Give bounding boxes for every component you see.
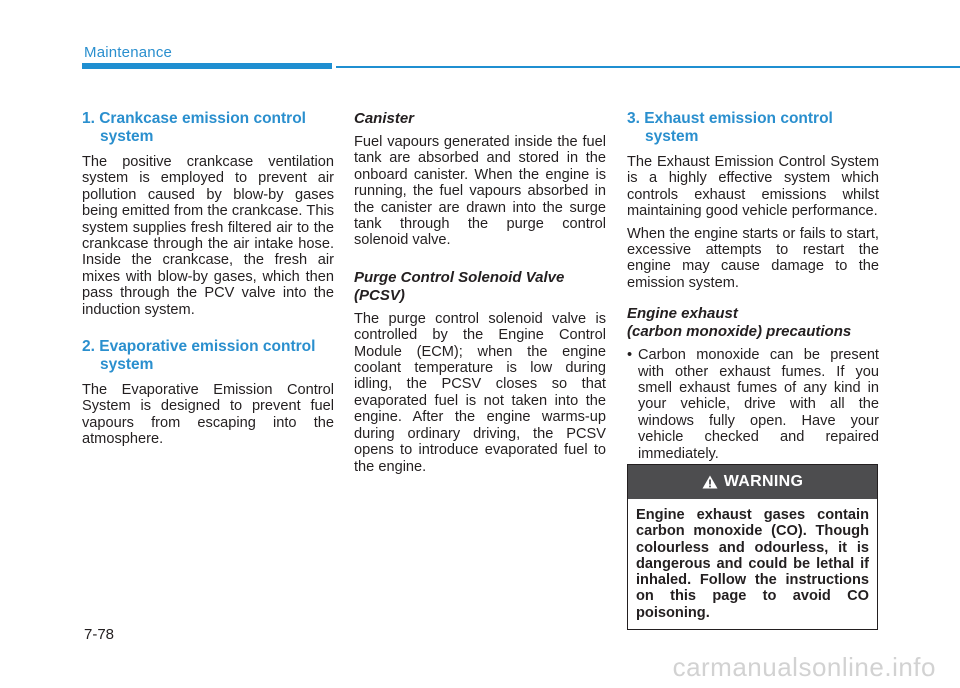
warning-box <box>627 464 878 630</box>
header-rule-thick <box>82 63 332 69</box>
column-3 <box>627 110 879 462</box>
pcsv-paragraph: The purge control solenoid valve is controlled by the Engine Control Module (ECM); when the engine coolant temperature is low during idling, the PCSV closes so that evaporated fuel is not taken into the engine. After the engine warms-up during ordinary driving, the PCSV opens to introduce evaporated fuel to the engine. <box>354 310 606 475</box>
canister-paragraph: Fuel vapours generated inside the fuel tank are absorbed and stored in the onboard canister. When the engine is running, the fuel vapours absorbed in the canister are drawn into the surge tank through the purge control solenoid valve. <box>354 134 606 249</box>
canister-heading: Canister <box>354 110 415 127</box>
section-header-title: Maintenance <box>84 44 173 61</box>
crankcase-paragraph: The positive crankcase ventilation system is employed to prevent air pollution caused by blow-by gases being emitted from the crankcase. This system supplies fresh filtered air to the crankcase through the air intake hose. Inside the crankcase, the fresh air mixes with blow-by gases, which then pass through the PCV valve into the induction system. <box>82 154 334 318</box>
crankcase-heading: 1. Crankcase emission control system <box>82 110 306 145</box>
evaporative-paragraph: The Evaporative Emission Control System is designed to prevent fuel vapours from escaping into the atmosphere. <box>82 382 334 448</box>
column-1 <box>82 110 334 454</box>
header-rule-thin <box>336 66 960 68</box>
warning-text: Engine exhaust gases contain carbon monoxide (CO). Though colourless and odourless, it is dangerous and could be lethal if inhaled. Follow the instructions on this page to avoid CO poisoning. <box>636 507 869 621</box>
evaporative-heading: 2. Evaporative emission control system <box>82 338 316 374</box>
co-precautions-heading-line-2: (carbon monoxide) precautions <box>627 323 852 341</box>
co-precautions-heading <box>627 305 879 341</box>
watermark: carmanualsonline.info <box>672 652 936 682</box>
exhaust-paragraph-2: When the engine starts or fails to start, excessive attempts to restart the engine may cause damage to the emission system. <box>627 225 879 291</box>
warning-label: WARNING <box>723 473 804 490</box>
warning-header <box>628 465 877 499</box>
column-2 <box>354 110 606 481</box>
co-bullet-text: Carbon monoxide can be present with other exhaust fumes. If you smell exhaust fumes of any kind in your vehicle, drive with all the windows fully open. Have your vehicle checked and repaired immediately. <box>638 347 879 462</box>
bullet-icon: • <box>627 347 633 364</box>
list-item <box>627 347 879 462</box>
pcsv-heading: Purge Control Solenoid Valve (PCSV) <box>354 268 565 304</box>
warning-triangle-icon <box>702 475 718 489</box>
exhaust-paragraph-1: The Exhaust Emission Control System is a highly effective system which controls exhaust emissions whilst maintaining good vehicle performance. <box>627 154 879 220</box>
co-precautions-heading-line-1: Engine exhaust <box>627 305 738 323</box>
page-number: 7-78 <box>84 626 115 643</box>
exhaust-heading: 3. Exhaust emission control system <box>627 110 833 145</box>
